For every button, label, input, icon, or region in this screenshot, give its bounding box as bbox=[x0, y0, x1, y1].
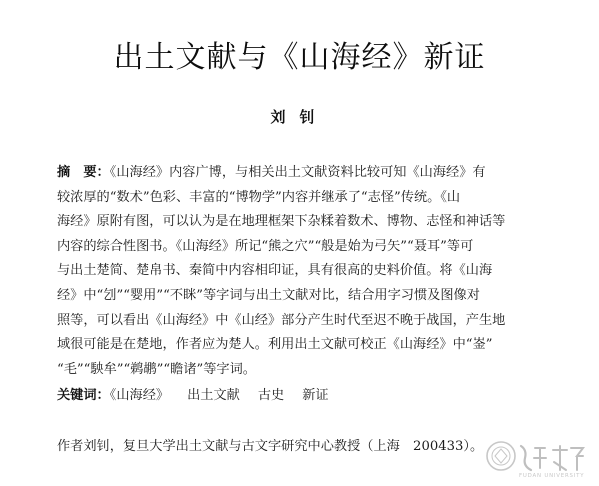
keyword: 古史 bbox=[257, 388, 285, 403]
abstract-line: 照等，可以看出《山海经》中《山经》部分产生时代至迟不晚于战国，产生地 bbox=[57, 312, 506, 328]
keyword: 新证 bbox=[302, 388, 329, 403]
keywords-label: 关键词： bbox=[57, 388, 110, 403]
keyword: 《山海经》 bbox=[109, 388, 170, 403]
abstract-line: 域很可能是在楚地，作者应为楚人。利用出土文献可校正《山海经》中“崟” bbox=[57, 337, 493, 353]
fudan-university-watermark bbox=[485, 438, 589, 478]
author-name: 刘钊 bbox=[270, 108, 329, 126]
abstract-line: 内容的综合性图书。《山海经》所记“熊之穴”“般是始为弓矢”“聂耳”等可 bbox=[57, 238, 474, 254]
abstract-block bbox=[57, 161, 557, 382]
keywords-line bbox=[57, 384, 347, 403]
keyword: 出土文献 bbox=[187, 388, 240, 403]
abstract-line bbox=[57, 161, 557, 186]
abstract-line: 较浓厚的“数术”色彩、丰富的“博物学”内容并继承了“志怪”传统。《山 bbox=[57, 189, 461, 205]
author-note: 作者刘钊，复旦大学出土文献与古文字研究中心教授（上海 200433）。 bbox=[57, 439, 484, 454]
abstract-line: 海经》原附有图，可以认为是在地理框架下杂糅着数术、博物、志怪和神话等 bbox=[57, 214, 506, 230]
university-seal-icon bbox=[487, 442, 515, 470]
paper-title: 出土文献与《山海经》新证 bbox=[113, 40, 486, 75]
abstract-line: “毛”“駚牟”“鹈鹕”“瞻诸”等字词。 bbox=[57, 361, 256, 377]
abstract-line: 经》中“刉”“婴用”“不眯”等字词与出土文献对比，结合用字习惯及图像对 bbox=[57, 287, 480, 303]
svg-text:FUDAN UNIVERSITY: FUDAN UNIVERSITY bbox=[519, 473, 585, 478]
abstract-text: 《山海经》内容广博，与相关出土文献资料比较可知《山海经》有 bbox=[109, 165, 486, 180]
abstract-line: 与出土楚简、楚帛书、秦简中内容相印证，具有很高的史料价值。将《山海 bbox=[57, 263, 493, 279]
abstract-label: 摘 要： bbox=[57, 165, 110, 180]
